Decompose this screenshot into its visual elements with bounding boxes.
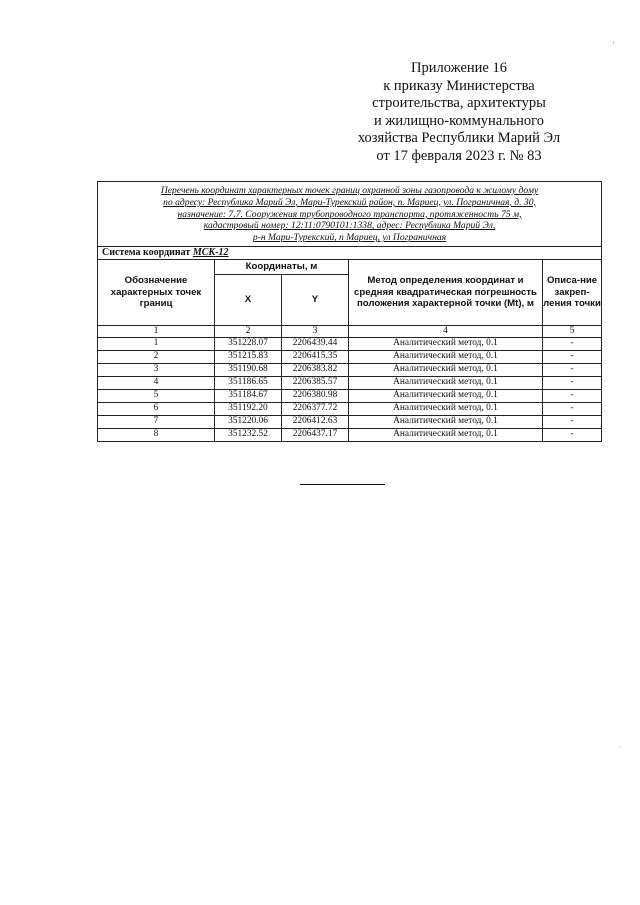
table-row — [98, 415, 602, 428]
header-line: к приказу Министерства — [383, 77, 535, 94]
scan-mark: ˌ — [618, 738, 621, 748]
header-line: и жилищно-коммунального — [373, 112, 545, 129]
x-value: 351190.68 — [215, 363, 282, 376]
description-value: - — [543, 350, 602, 363]
point-number: 6 — [98, 402, 215, 415]
column-number: 1 — [98, 325, 215, 337]
column-number: 4 — [349, 325, 543, 337]
table-row — [98, 350, 602, 363]
method-value: Аналитический метод, 0.1 — [349, 350, 543, 363]
header-x: X — [215, 274, 282, 325]
x-value: 351232.52 — [215, 428, 282, 441]
point-number: 4 — [98, 376, 215, 389]
header-line: хозяйства Республики Марий Эл — [357, 130, 561, 146]
x-value: 351220.06 — [215, 415, 282, 428]
table-row — [98, 337, 602, 350]
header-point: Обозначение характерных точек границ — [98, 259, 215, 325]
x-value: 351184.67 — [215, 389, 282, 402]
y-value: 2206383.82 — [282, 363, 349, 376]
coordinate-system-row — [98, 246, 602, 259]
header-y: Y — [282, 274, 349, 325]
method-value: Аналитический метод, 0.1 — [349, 337, 543, 350]
coordinates-table — [97, 181, 602, 442]
table-title — [98, 182, 602, 247]
coordinate-system-value: МСК-12 — [192, 247, 229, 259]
point-number: 2 — [98, 350, 215, 363]
y-value: 2206377.72 — [282, 402, 349, 415]
coordinate-system-label: Система координат — [102, 247, 191, 259]
column-number: 2 — [215, 325, 282, 337]
table-row — [98, 428, 602, 441]
method-value: Аналитический метод, 0.1 — [349, 415, 543, 428]
column-number: 5 — [543, 325, 602, 337]
point-number: 7 — [98, 415, 215, 428]
y-value: 2206412.63 — [282, 415, 349, 428]
table-title-line: р-н Мари-Турекский, п Мариец, ул Пограничная — [252, 232, 447, 244]
table-row — [98, 389, 602, 402]
header-method: Метод определения координат и средняя квадратическая погрешность положения характерной точки (Mt), м — [349, 259, 543, 325]
y-value: 2206380.98 — [282, 389, 349, 402]
method-value: Аналитический метод, 0.1 — [349, 376, 543, 389]
description-value: - — [543, 415, 602, 428]
table-title-line: по адресу: Республика Марий Эл, Мари-Турекский район, п. Мариец, ул. Пограничная, д. 30, — [163, 196, 536, 208]
table-row — [98, 363, 602, 376]
header-coordinates: Координаты, м — [215, 259, 349, 274]
method-value: Аналитический метод, 0.1 — [349, 363, 543, 376]
method-value: Аналитический метод, 0.1 — [349, 389, 543, 402]
point-number: 3 — [98, 363, 215, 376]
description-value: - — [543, 389, 602, 402]
y-value: 2206415.35 — [282, 350, 349, 363]
description-value: - — [543, 402, 602, 415]
point-number: 5 — [98, 389, 215, 402]
header-description: Описа-ние закреп-ления точки — [543, 259, 602, 325]
y-value: 2206385.57 — [282, 376, 349, 389]
y-value: 2206439.44 — [282, 337, 349, 350]
description-value: - — [543, 428, 602, 441]
table-title-line: Перечень координат характерных точек границ охранной зоны газопровода к жилому дому — [160, 185, 539, 196]
description-value: - — [543, 337, 602, 350]
point-number: 1 — [98, 337, 215, 350]
method-value: Аналитический метод, 0.1 — [349, 402, 543, 415]
document-header — [334, 60, 584, 165]
y-value: 2206437.17 — [282, 428, 349, 441]
x-value: 351192.20 — [215, 402, 282, 415]
header-line: от 17 февраля 2023 г. № 83 — [376, 147, 542, 164]
header-line: строительства, архитектуры — [372, 95, 546, 111]
header-line: Приложение 16 — [411, 60, 507, 76]
method-value: Аналитический метод, 0.1 — [349, 428, 543, 441]
closing-divider — [300, 484, 385, 485]
description-value: - — [543, 363, 602, 376]
table-row — [98, 402, 602, 415]
x-value: 351186.65 — [215, 376, 282, 389]
x-value: 351228.07 — [215, 337, 282, 350]
description-value: - — [543, 376, 602, 389]
table-title-line: кадастровый номер: 12:11:0790101:1338, адрес: Республика Марий Эл, — [203, 220, 496, 232]
table-title-line: назначение: 7.7. Сооружения трубопроводного транспорта, протяженность 75 м, — [177, 208, 522, 220]
scan-mark: ʼ — [612, 40, 615, 50]
column-number: 3 — [282, 325, 349, 337]
column-number-row — [98, 325, 602, 337]
point-number: 8 — [98, 428, 215, 441]
x-value: 351215.83 — [215, 350, 282, 363]
table-row — [98, 376, 602, 389]
